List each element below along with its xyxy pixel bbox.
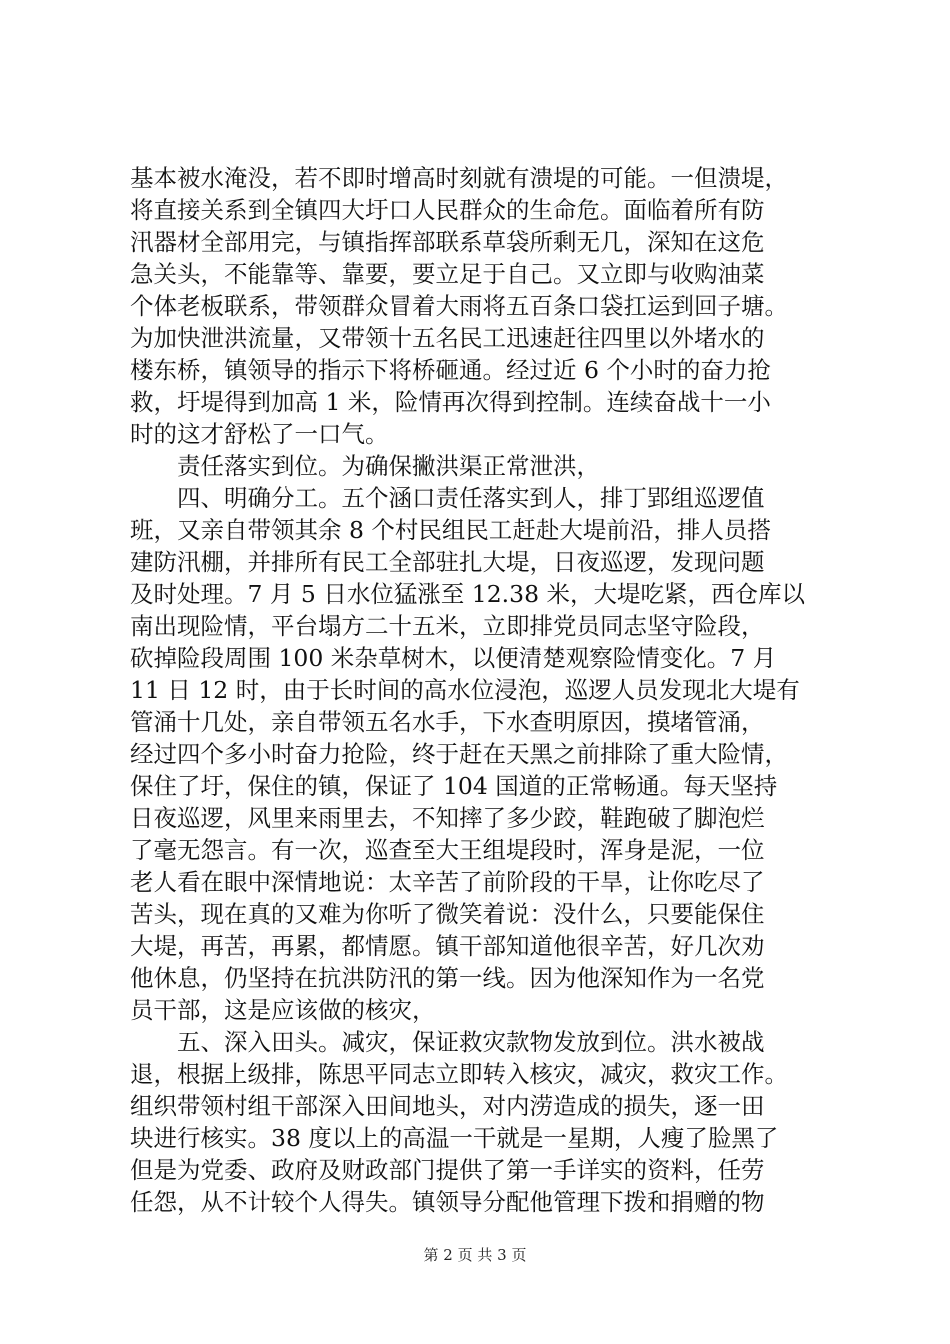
- text-line: 汛器材全部用完，与镇指挥部联系草袋所剩无几，深知在这危: [130, 228, 765, 256]
- text-line: 日夜巡逻，风里来雨里去，不知摔了多少跤，鞋跑破了脚泡烂: [130, 804, 765, 832]
- text-line: 将直接关系到全镇四大圩口人民群众的生命危。面临着所有防: [130, 196, 765, 224]
- text-line: 老人看在眼中深情地说：太辛苦了前阶段的干旱，让你吃尽了: [130, 868, 765, 896]
- text-line: 五、深入田头。减灾，保证救灾款物发放到位。洪水被战: [130, 1028, 765, 1056]
- text-line: 苦头，现在真的又难为你听了微笑着说：没什么，只要能保住: [130, 900, 765, 928]
- text-line: 为加快泄洪流量，又带领十五名民工迅速赶往四里以外堵水的: [130, 324, 765, 352]
- text-line: 班，又亲自带领其余 8 个村民组民工赶赴大堤前沿，排人员搭: [130, 516, 771, 544]
- text-line: 时的这才舒松了一口气。: [130, 420, 389, 448]
- text-line: 11 日 12 时，由于长时间的高水位浸泡，巡逻人员发现北大堤有: [130, 676, 800, 704]
- text-line: 员干部，这是应该做的核灾，: [130, 996, 436, 1024]
- text-line: 个体老板联系，带领群众冒着大雨将五百条口袋扛运到回子塘。: [130, 292, 788, 320]
- text-line: 南出现险情，平台塌方二十五米，立即排党员同志坚守险段，: [130, 612, 765, 640]
- text-line: 保住了圩，保住的镇，保证了 104 国道的正常畅通。每天坚持: [130, 772, 778, 800]
- text-line: 管涌十几处，亲自带领五名水手，下水查明原因，摸堵管涌，: [130, 708, 765, 736]
- page-footer: 第 2 页 共 3 页: [423, 1246, 527, 1264]
- text-line: 楼东桥，镇领导的指示下将桥砸通。经过近 6 个小时的奋力抢: [130, 356, 771, 384]
- text-line: 建防汛棚，并排所有民工全部驻扎大堤，日夜巡逻，发现问题: [130, 548, 765, 576]
- text-line: 经过四个多小时奋力抢险，终于赶在天黑之前排除了重大险情，: [130, 740, 788, 768]
- text-line: 他休息，仍坚持在抗洪防汛的第一线。因为他深知作为一名党: [130, 964, 765, 992]
- body-text: [130, 162, 830, 1218]
- text-line: 任怨，从不计较个人得失。镇领导分配他管理下拨和捐赠的物: [130, 1188, 765, 1216]
- text-line: 了毫无怨言。有一次，巡查至大王组堤段时，浑身是泥，一位: [130, 836, 765, 864]
- text-line: 大堤，再苦，再累，都情愿。镇干部知道他很辛苦，好几次劝: [130, 932, 765, 960]
- text-line: 基本被水淹没，若不即时增高时刻就有溃堤的可能。一但溃堤，: [130, 164, 788, 192]
- text-line: 四、明确分工。五个涵口责任落实到人，排丁郢组巡逻值: [130, 484, 765, 512]
- text-line: 砍掉险段周围 100 米杂草树木，以便清楚观察险情变化。7 月: [130, 644, 777, 672]
- text-line: 责任落实到位。为确保撇洪渠正常泄洪，: [130, 452, 600, 480]
- text-line: 及时处理。7 月 5 日水位猛涨至 12.38 米，大堤吃紧，西仓库以: [130, 580, 806, 608]
- text-line: 块进行核实。38 度以上的高温一干就是一星期，人瘦了脸黑了: [130, 1124, 779, 1152]
- text-line: 但是为党委、政府及财政部门提供了第一手详实的资料，任劳: [130, 1156, 765, 1184]
- text-line: 组织带领村组干部深入田间地头，对内涝造成的损失，逐一田: [130, 1092, 765, 1120]
- text-line: 退，根据上级排，陈思平同志立即转入核灾，减灾，救灾工作。: [130, 1060, 788, 1088]
- text-line: 急关头，不能靠等、靠要，要立足于自己。又立即与收购油菜: [130, 260, 765, 288]
- text-line: 救，圩堤得到加高 1 米，险情再次得到控制。连续奋战十一小: [130, 388, 771, 416]
